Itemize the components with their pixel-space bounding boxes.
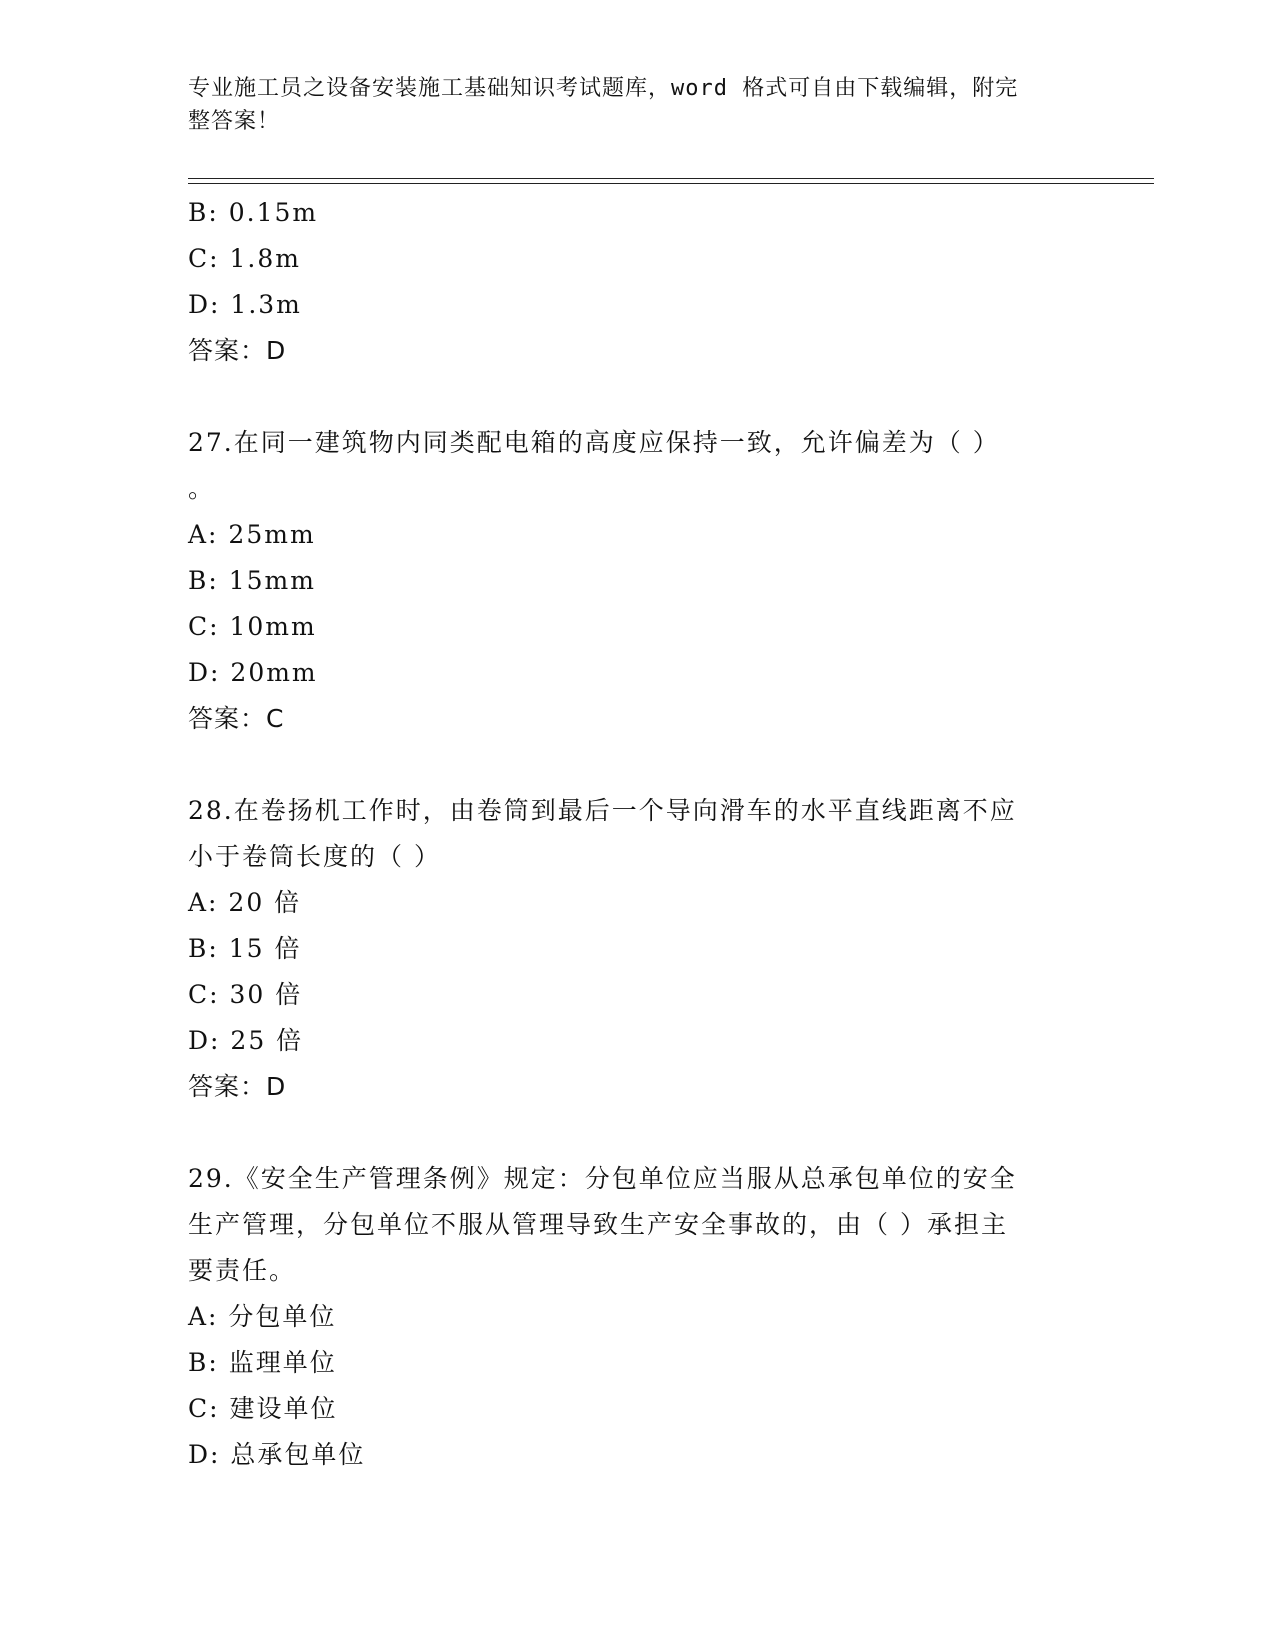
question-text-line: 。 — [188, 474, 216, 503]
header-divider-bottom — [188, 183, 1154, 184]
option-b: B: 15 倍 — [188, 934, 302, 963]
option-d: D: 总承包单位 — [188, 1440, 366, 1469]
option-b: B: 0.15m — [188, 198, 319, 227]
option-a: A: 25mm — [188, 520, 316, 549]
option-b: B: 15mm — [188, 566, 316, 595]
option-a: A: 分包单位 — [188, 1302, 337, 1331]
question-27-block — [188, 420, 1088, 742]
question-text-line: 小于卷筒长度的（ ） — [188, 842, 441, 871]
question-text-line: 27.在同一建筑物内同类配电箱的高度应保持一致，允许偏差为（ ） — [188, 428, 1000, 457]
question-text-line: 生产管理，分包单位不服从管理导致生产安全事故的，由（ ）承担主 — [188, 1210, 1008, 1239]
option-d: D: 1.3m — [188, 290, 302, 319]
question-content — [188, 190, 1088, 1478]
option-c: C: 1.8m — [188, 244, 301, 273]
header-line-1: 专业施工员之设备安装施工基础知识考试题库，word 格式可自由下载编辑，附完 — [188, 76, 1019, 101]
page-header — [188, 72, 1068, 138]
option-b: B: 监理单位 — [188, 1348, 337, 1377]
option-c: C: 建设单位 — [188, 1394, 338, 1423]
question-text-line: 要责任。 — [188, 1256, 297, 1285]
header-line-2: 整答案！ — [188, 109, 281, 134]
header-divider-top — [188, 178, 1154, 179]
answer-line: 答案：C — [188, 704, 285, 733]
question-28-block — [188, 788, 1088, 1110]
question-26-block — [188, 190, 1088, 374]
answer-line: 答案：D — [188, 1072, 287, 1101]
option-c: C: 30 倍 — [188, 980, 303, 1009]
option-d: D: 20mm — [188, 658, 318, 687]
option-c: C: 10mm — [188, 612, 317, 641]
option-d: D: 25 倍 — [188, 1026, 304, 1055]
option-a: A: 20 倍 — [188, 888, 302, 917]
question-29-block — [188, 1156, 1088, 1478]
answer-line: 答案：D — [188, 336, 287, 365]
question-text-line: 29.《安全生产管理条例》规定：分包单位应当服从总承包单位的安全 — [188, 1164, 1017, 1193]
question-text-line: 28.在卷扬机工作时，由卷筒到最后一个导向滑车的水平直线距离不应 — [188, 796, 1017, 825]
